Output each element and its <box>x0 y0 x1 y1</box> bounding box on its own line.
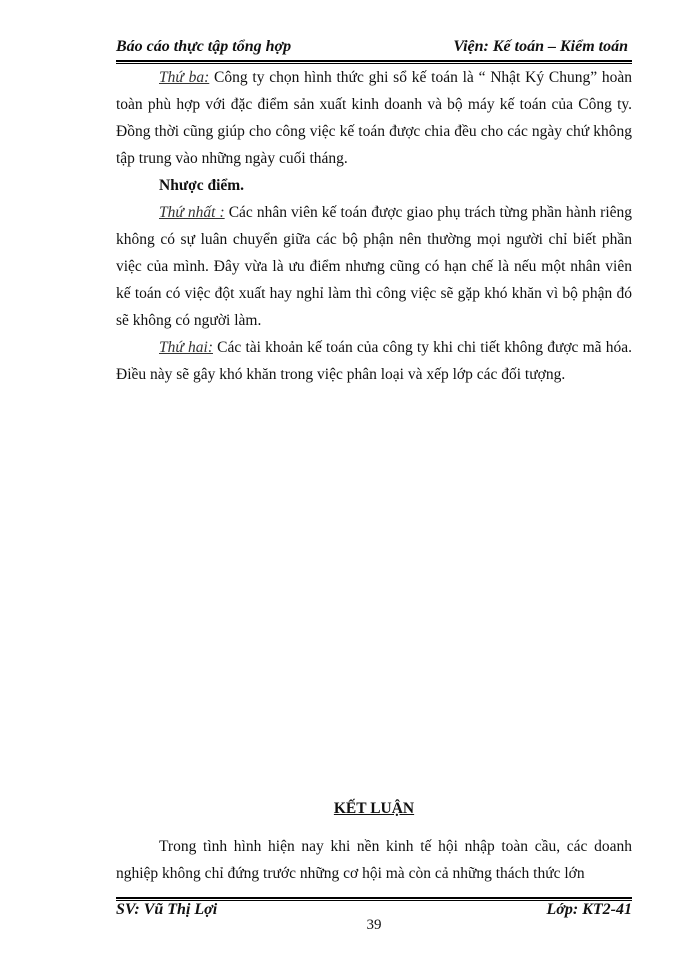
footer-student: SV: Vũ Thị Lợi <box>116 901 218 918</box>
page-header <box>116 38 628 60</box>
paragraph-second-weakness <box>116 334 632 388</box>
text-second: Các tài khoản kế toán của công ty khi chi tiết không được mã hóa. Điều này sẽ gây khó khăn trong việc phân loại và xếp lớp các đối tượng. <box>116 339 632 383</box>
label-second: Thứ hai: <box>159 339 213 356</box>
conclusion-title: KẾT LUẬN <box>333 800 415 817</box>
header-institute: Viện: Kế toán – Kiểm toán <box>453 38 628 55</box>
footer-class: Lớp: KT2-41 <box>546 901 632 918</box>
footer-rule-thick <box>116 897 632 899</box>
text-third: Công ty chọn hình thức ghi sổ kế toán là “ Nhật Ký Chung” hoàn toàn phù hợp với đặc điểm sản xuất kinh doanh và bộ máy kế toán của Công ty. Đồng thời cũng giúp cho công việc kế toán được chia đều cho các ngày chứ không tập trung vào những ngày cuối tháng. <box>116 69 632 167</box>
label-first: Thứ nhất : <box>159 204 225 221</box>
paragraph-first-weakness <box>116 199 632 334</box>
paragraph-third-point <box>116 64 632 172</box>
header-report-title: Báo cáo thực tập tổng hợp <box>116 38 292 55</box>
conclusion-body <box>116 833 632 887</box>
page-number: 39 <box>366 917 382 933</box>
text-first: Các nhân viên kế toán được giao phụ trách từng phần hành riêng không có sự luân chuyển giữa các bộ phận nên thường mọi người chỉ biết phần việc của mình. Đây vừa là ưu điểm nhưng cũng có hạn chế là nếu một nhân viên kế toán có việc đột xuất hay nghỉ làm thì công việc sẽ gặp khó khăn vì bộ phận đó sẽ không có người làm. <box>116 204 633 329</box>
label-third: Thứ ba: <box>159 69 210 86</box>
heading-weakness: Nhược điểm. <box>159 177 245 194</box>
conclusion-paragraph: Trong tình hình hiện nay khi nền kinh tế hội nhập toàn cầu, các doanh nghiệp không chỉ đứng trước những cơ hội mà còn cả những thách thức lớn <box>116 838 632 882</box>
header-rule-thick <box>116 60 632 62</box>
body-text <box>116 64 632 388</box>
